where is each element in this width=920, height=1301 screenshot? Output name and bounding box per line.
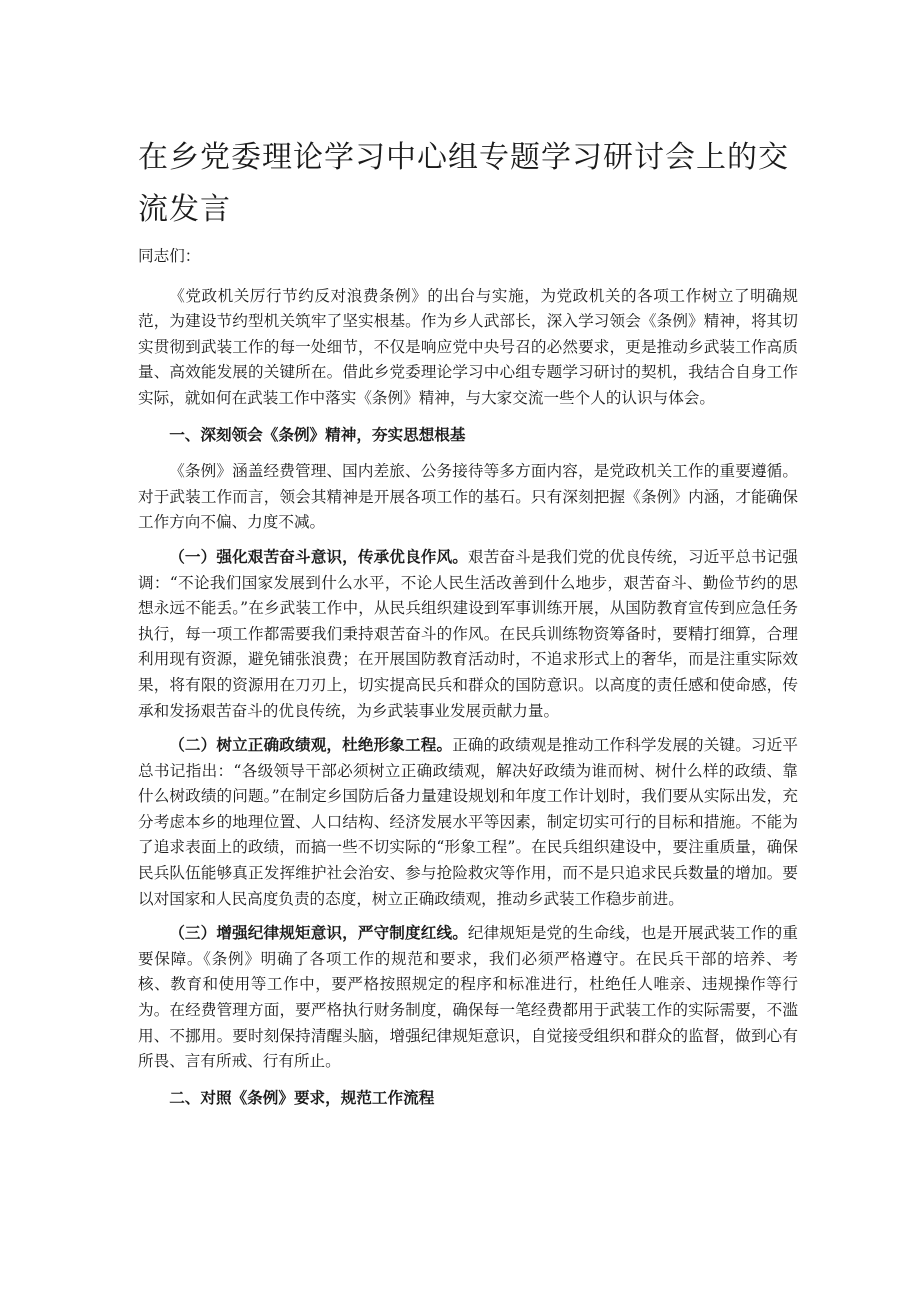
section1-item-1-lead: （一）强化艰苦奋斗意识，传承优良作风。 — [169, 546, 468, 566]
document-body — [138, 244, 798, 1122]
section1-intro-paragraph: 《条例》涵盖经费管理、国内差旅、公务接待等多方面内容，是党政机关工作的重要遵循。对于武装工作而言，领会其精神是开展各项工作的基石。只有深刻把握《条例》内涵，才能确保工作方向不偏、力度不减。 — [138, 462, 798, 532]
section1-item-3-lead: （三）增强纪律规矩意识，严守制度红线。 — [169, 923, 468, 943]
section1-item-1-text: 艰苦奋斗是我们党的优良传统，习近平总书记强调：“不论我们国家发展到什么水平，不论人民生活改善到什么地步，艰苦奋斗、勤俭节约的思想永远不能丢。”在乡武装工作中，从民兵组织建设到军事训练开展，从国防教育宣传到应急任务执行，每一项工作都需要我们秉持艰苦奋斗的作风。在民兵训练物资筹备时，要精打细算，合理利用现有资源，避免铺张浪费；在开展国防教育活动时，不追求形式上的奢华，而是注重实际效果，将有限的资源用在刀刃上，切实提高民兵和群众的国防意识。以高度的责任感和使命感，传承和发扬艰苦奋斗的优良传统，为乡武装事业发展贡献力量。 — [138, 547, 798, 720]
intro-paragraph: 《党政机关厉行节约反对浪费条例》的出台与实施，为党政机关的各项工作树立了明确规范，为建设节约型机关筑牢了坚实根基。作为乡人武部长，深入学习领会《条例》精神，将其切实贯彻到武装工作的每一处细节，不仅是响应党中央号召的必然要求，更是推动乡武装工作高质量、高效能发展的关键所在。借此乡党委理论学习中心组专题学习研讨的契机，我结合自身工作实际，就如何在武装工作中落实《条例》精神，与大家交流一些个人的认识与体会。 — [138, 286, 798, 407]
section2-heading: 二、对照《条例》要求，规范工作流程 — [169, 1087, 435, 1107]
section1-item-2-text: 正确的政绩观是推动工作科学发展的关键。习近平总书记指出：“各级领导干部必须树立正确政绩观，解决好政绩为谁而树、树什么样的政绩、靠什么树政绩的问题。”在制定乡国防后备力量建设规划和年度工作计划时，我们要从实际出发，充分考虑本乡的地理位置、人口结构、经济发展水平等因素，制定切实可行的目标和措施。不能为了追求表面上的政绩，而搞一些不切实际的“形象工程”。在民兵组织建设中，要注重质量，确保民兵队伍能够真正发挥维护社会治安、参与抢险救灾等作用，而不是只追求民兵数量的增加。要以对国家和人民高度负责的态度，树立正确政绩观，推动乡武装工作稳步前进。 — [138, 736, 798, 908]
section1-heading: 一、深刻领会《条例》精神，夯实思想根基 — [169, 424, 466, 444]
greeting: 同志们： — [138, 247, 201, 265]
document-title: 在乡党委理论学习中心组专题学习研讨会上的交流发言 — [138, 140, 789, 227]
section1-item-2 — [138, 732, 798, 912]
section1-item-3-text: 纪律规矩是党的生命线，也是开展武装工作的重要保障。《条例》明确了各项工作的规范和要求，我们必须严格遵守。在民兵干部的培养、考核、教育和使用等工作中，要严格按照规定的程序和标准进行，杜绝任人唯亲、违规操作等行为。在经费管理方面，要严格执行财务制度，确保每一笔经费都用于武装工作的实际需要，不滥用、不挪用。要时刻保持清醒头脑，增强纪律规矩意识，自觉接受组织和群众的监督，做到心有所畏、言有所戒、行有所止。 — [138, 924, 798, 1071]
section1-item-2-lead: （二）树立正确政绩观，杜绝形象工程。 — [169, 735, 453, 755]
section1-item-1 — [138, 544, 798, 724]
section1-item-3 — [138, 920, 798, 1075]
